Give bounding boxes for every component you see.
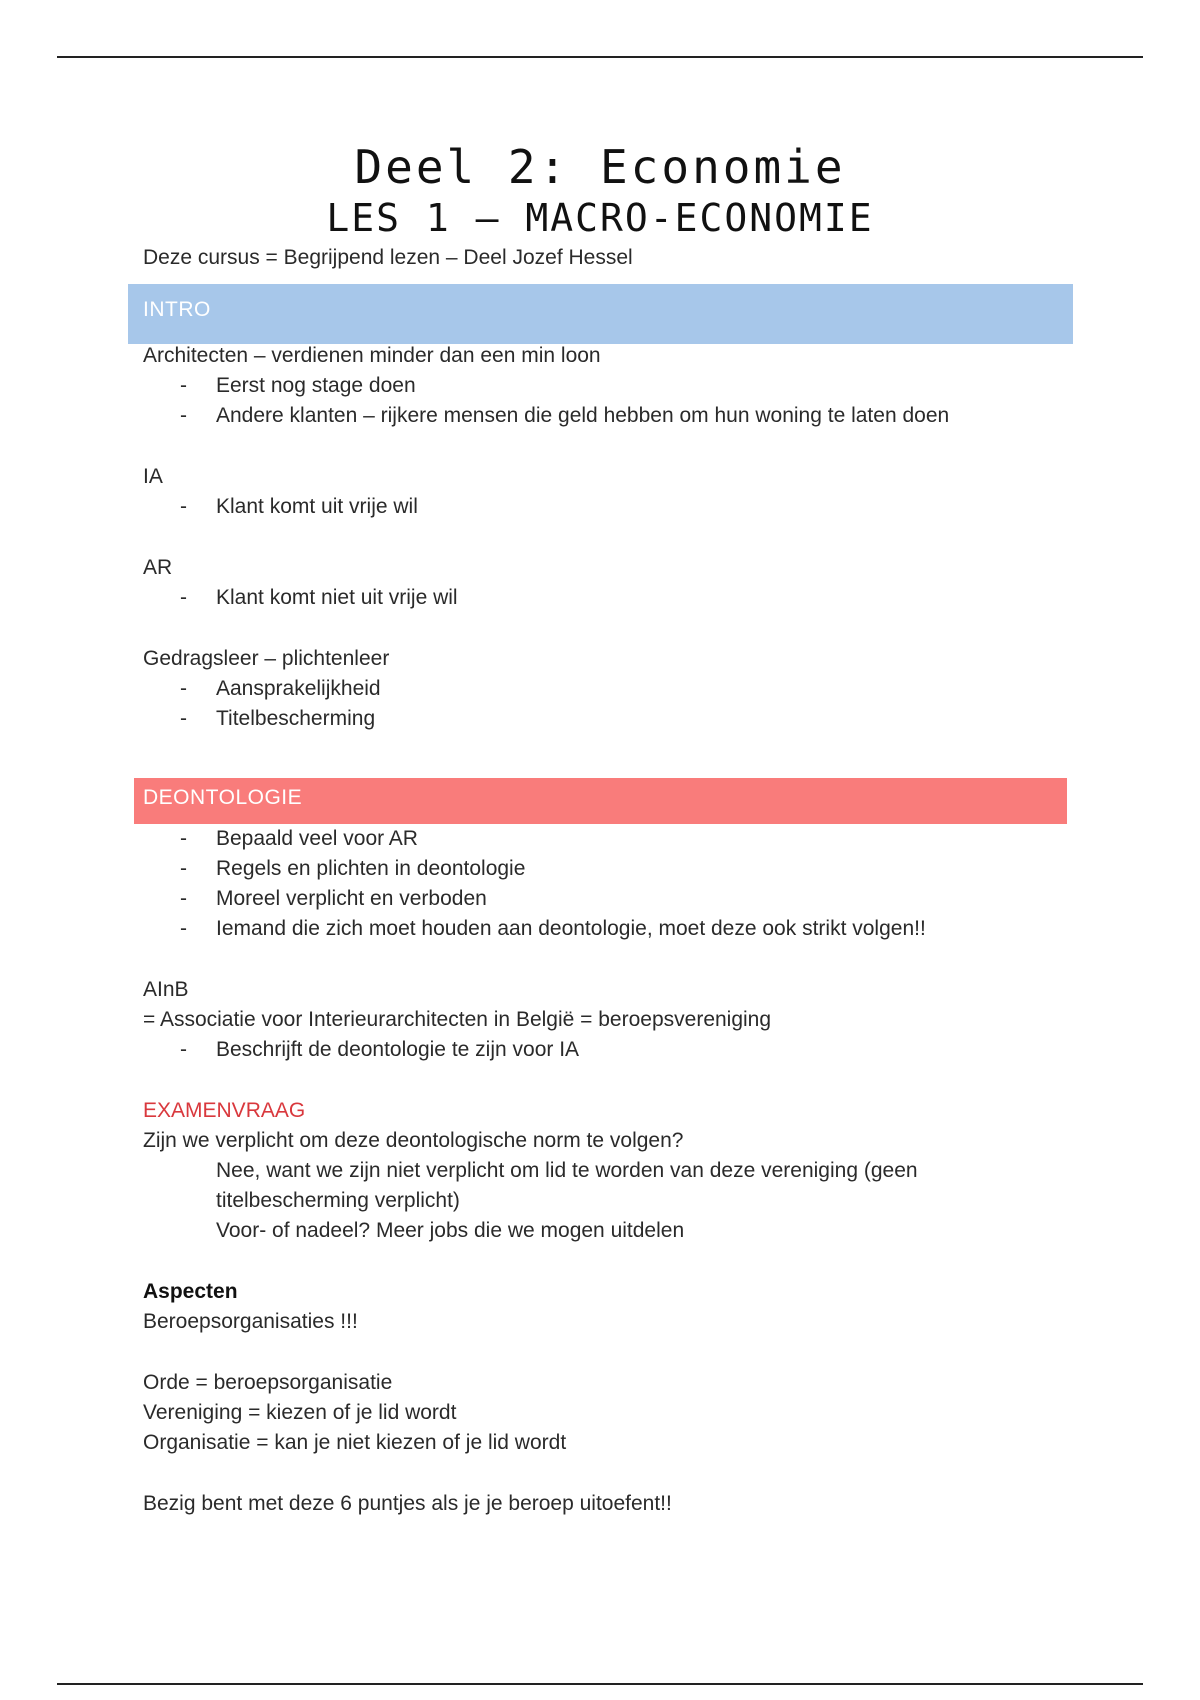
list-item: Moreel verplicht en verboden: [216, 887, 487, 910]
bullet-marker: -: [180, 707, 187, 730]
ar-label: AR: [143, 556, 173, 579]
closing-line: Bezig bent met deze 6 puntjes als je je beroep uitoefent!!: [143, 1492, 672, 1515]
gedragsleer-line: Gedragsleer – plichtenleer: [143, 647, 390, 670]
ainb-definition: = Associatie voor Interieurarchitecten in België = beroepsvereniging: [143, 1008, 772, 1031]
bullet-marker: -: [180, 374, 187, 397]
ainb-label: AInB: [143, 978, 189, 1001]
intro-heading-band: INTRO: [128, 284, 1073, 344]
definition-line: Orde = beroepsorganisatie: [143, 1371, 393, 1394]
exam-answer-line: titelbescherming verplicht): [216, 1189, 460, 1212]
list-item: Klant komt niet uit vrije wil: [216, 586, 458, 609]
exam-question-label: EXAMENVRAAG: [143, 1099, 306, 1122]
bullet-marker: -: [180, 1038, 187, 1061]
list-item: Regels en plichten in deontologie: [216, 857, 526, 880]
top-rule: [57, 56, 1143, 58]
bullet-marker: -: [180, 495, 187, 518]
list-item: Eerst nog stage doen: [216, 374, 416, 397]
list-item: Iemand die zich moet houden aan deontologie, moet deze ook strikt volgen!!: [216, 917, 926, 940]
aspecten-heading: Aspecten: [143, 1280, 238, 1303]
list-item: Andere klanten – rijkere mensen die geld hebben om hun woning te laten doen: [216, 404, 950, 427]
bullet-marker: -: [180, 677, 187, 700]
bottom-rule: [57, 1683, 1143, 1685]
bullet-marker: -: [180, 827, 187, 850]
exam-question: Zijn we verplicht om deze deontologische norm te volgen?: [143, 1129, 684, 1152]
page-subtitle: LES 1 – MACRO-ECONOMIE: [326, 196, 874, 240]
page-title: Deel 2: Economie: [354, 140, 846, 194]
list-item: Bepaald veel voor AR: [216, 827, 418, 850]
exam-answer-line: Voor- of nadeel? Meer jobs die we mogen uitdelen: [216, 1219, 685, 1242]
list-item: Klant komt uit vrije wil: [216, 495, 418, 518]
bullet-marker: -: [180, 586, 187, 609]
bullet-marker: -: [180, 887, 187, 910]
architects-line: Architecten – verdienen minder dan een min loon: [143, 344, 601, 367]
bullet-marker: -: [180, 917, 187, 940]
ia-label: IA: [143, 465, 163, 488]
list-item: Beschrijft de deontologie te zijn voor IA: [216, 1038, 580, 1061]
definition-line: Organisatie = kan je niet kiezen of je lid wordt: [143, 1431, 567, 1454]
definition-line: Vereniging = kiezen of je lid wordt: [143, 1401, 457, 1424]
bullet-marker: -: [180, 857, 187, 880]
list-item: Aansprakelijkheid: [216, 677, 381, 700]
deontologie-heading-band: DEONTOLOGIE: [134, 778, 1067, 824]
list-item: Titelbescherming: [216, 707, 376, 730]
exam-answer-line: Nee, want we zijn niet verplicht om lid te worden van deze vereniging (geen: [216, 1159, 918, 1182]
course-note: Deze cursus = Begrijpend lezen – Deel Jozef Hessel: [143, 246, 633, 269]
aspecten-line: Beroepsorganisaties !!!: [143, 1310, 358, 1333]
bullet-marker: -: [180, 404, 187, 427]
